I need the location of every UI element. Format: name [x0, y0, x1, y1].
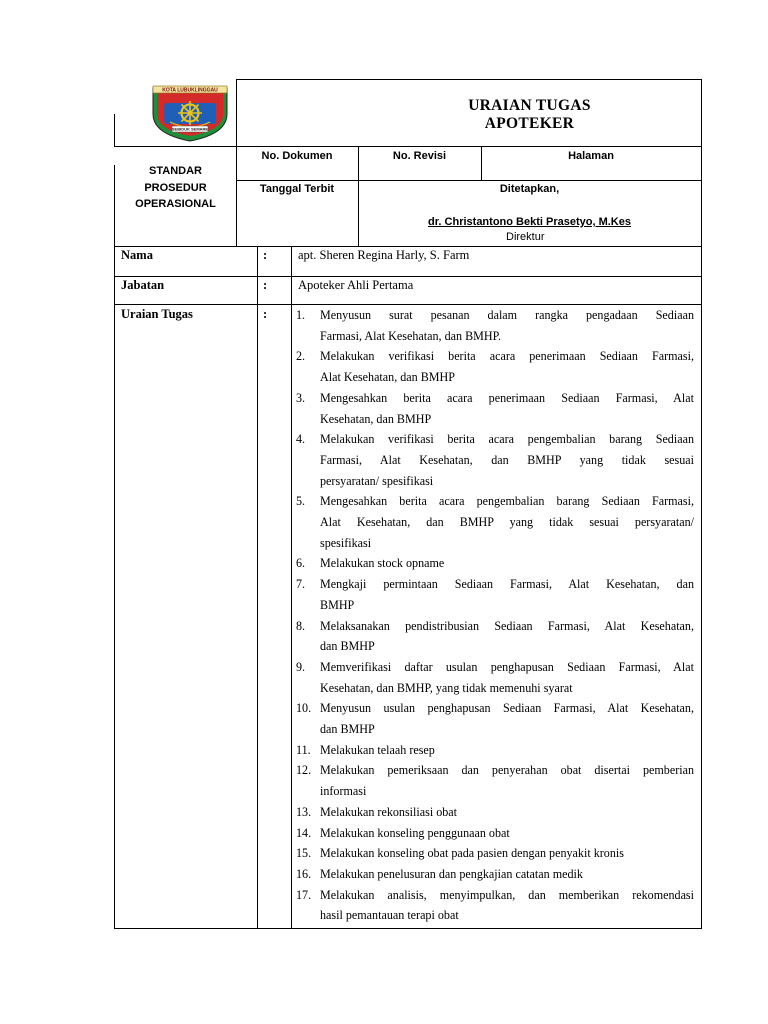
nama-colon: :	[263, 248, 268, 262]
duty-text-line: Melakukan rekonsiliasi obat	[320, 804, 458, 819]
rule-top	[236, 79, 702, 80]
duty-number: 5.	[296, 494, 306, 509]
tanggal-terbit-label: Tanggal Terbit	[259, 183, 335, 195]
rule-left-top	[114, 114, 115, 146]
duty-item	[296, 802, 694, 823]
jabatan-colon: :	[263, 278, 268, 292]
duty-text	[320, 429, 694, 491]
duty-text-line: Alat Kesehatan, dan BMHP yang tidak sesuai persyaratan/	[320, 515, 694, 530]
duty-text-line: dan BMHP	[320, 639, 375, 654]
duty-text-line: BMHP	[320, 597, 355, 612]
rule-header-split	[114, 146, 702, 147]
duty-text-line: Farmasi, Alat Kesehatan, dan BMHP.	[320, 328, 502, 343]
duty-text-line: Farmasi, Alat Kesehatan, dan BMHP yang tidak sesuai	[320, 452, 694, 467]
duty-text	[320, 823, 694, 844]
duty-number: 4.	[296, 432, 306, 447]
duty-list	[296, 305, 694, 926]
duty-text-line: Mengesahkan berita acara pengembalian barang Sediaan Farmasi,	[320, 494, 694, 509]
duty-text-line: Kesehatan, dan BMHP	[320, 411, 432, 426]
uraian-tugas-label: Uraian Tugas	[121, 307, 193, 321]
duty-number: 14.	[296, 825, 312, 840]
rule-bottom	[114, 928, 702, 929]
duty-text-line: Melakukan verifikasi berita acara penerimaan Sediaan Farmasi,	[320, 349, 694, 364]
duty-item	[296, 616, 694, 657]
duty-number: 17.	[296, 887, 312, 902]
duty-text-line: Melakukan pemeriksaan dan penyerahan obat disertai pemberian	[320, 763, 694, 778]
duty-number: 3.	[296, 390, 306, 405]
duty-text	[320, 491, 694, 553]
duty-item	[296, 346, 694, 387]
uraian-tugas-colon: :	[263, 307, 268, 321]
duty-text	[320, 760, 694, 801]
sop-label-line-2: PROSEDUR	[144, 181, 207, 194]
duty-text-line: Memverifikasi daftar usulan penghapusan Sediaan Farmasi, Alat	[320, 659, 694, 674]
duty-text-line: Melakukan analisis, menyimpulkan, dan memberikan rekomendasi	[320, 887, 694, 902]
duty-item	[296, 491, 694, 553]
signer-title: Direktur	[506, 231, 545, 243]
duty-number: 6.	[296, 556, 306, 571]
sop-label-line-3: OPERASIONAL	[135, 198, 216, 210]
rule-left-body	[114, 165, 115, 928]
duty-item	[296, 740, 694, 761]
duty-text	[320, 616, 694, 657]
duty-text-line: Mengkaji permintaan Sediaan Farmasi, Alat Kesehatan, dan	[320, 577, 694, 592]
duty-item	[296, 657, 694, 698]
duty-item	[296, 885, 694, 926]
duty-text-line: informasi	[320, 784, 367, 799]
duty-number: 7.	[296, 577, 306, 592]
duty-text-line: Melaksanakan pendistribusian Sediaan Farmasi, Alat Kesehatan,	[320, 618, 694, 633]
duty-text-line: Menyusun surat pesanan dalam rangka pengadaan Sediaan	[320, 308, 694, 322]
duty-text-line: Melakukan konseling obat pada pasien dengan penyakit kronis	[320, 846, 624, 861]
duty-item	[296, 429, 694, 491]
duty-number: 9.	[296, 659, 306, 674]
duty-text-line: dan BMHP	[320, 722, 375, 737]
duty-text	[320, 657, 694, 698]
duty-text-line: Melakukan penelusuran dan pengkajian catatan medik	[320, 866, 583, 881]
duty-text	[320, 574, 694, 615]
duty-item	[296, 698, 694, 739]
duty-text	[320, 346, 694, 387]
rule-label-col	[257, 246, 258, 928]
duty-item	[296, 843, 694, 864]
duty-text-line: Melakukan stock opname	[320, 556, 445, 571]
jabatan-value: Apoteker Ahli Pertama	[298, 278, 414, 292]
duty-text-line: Menyusun usulan penghapusan Sediaan Farmasi, Alat Kesehatan,	[320, 701, 694, 716]
duty-number: 16.	[296, 866, 312, 881]
duty-text-line: Melakukan verifikasi berita acara pengembalian barang Sediaan	[320, 432, 694, 447]
sop-label	[115, 163, 236, 213]
duty-text	[320, 885, 694, 926]
rule-nama-bottom	[114, 276, 702, 277]
duty-number: 2.	[296, 349, 306, 364]
duty-text	[320, 305, 694, 346]
duty-number: 10.	[296, 701, 312, 716]
ditetapkan-label: Ditetapkan,	[499, 183, 560, 195]
title-line-1: URAIAN TUGAS	[468, 97, 591, 114]
jabatan-label: Jabatan	[121, 278, 165, 292]
emblem-banner-text: KOTA LUBUKLINGGAU	[162, 87, 218, 94]
duty-text	[320, 388, 694, 429]
duty-text-line: hasil pemantauan terapi obat	[320, 908, 459, 923]
duty-text-line: spesifikasi	[320, 535, 372, 550]
duty-text-line: persyaratan/ spesifikasi	[320, 473, 434, 488]
duty-item	[296, 574, 694, 615]
rule-right	[701, 79, 702, 928]
no-revisi-label: No. Revisi	[392, 150, 447, 162]
duty-number: 15.	[296, 846, 312, 861]
duty-text	[320, 843, 694, 864]
duty-number: 12.	[296, 763, 312, 778]
duty-text-line: Alat Kesehatan, dan BMHP	[320, 370, 456, 385]
duty-item	[296, 553, 694, 574]
rule-doc-row	[236, 180, 702, 181]
rule-logo-right	[236, 79, 237, 246]
nama-label: Nama	[121, 248, 153, 262]
duty-item	[296, 305, 694, 346]
duty-number: 1.	[296, 308, 306, 322]
emblem-ribbon-text: SEBIDUK SEMARE	[171, 126, 209, 132]
duty-item	[296, 388, 694, 429]
signer-name: dr. Christantono Bekti Prasetyo, M.Kes	[428, 216, 631, 228]
duty-item	[296, 864, 694, 885]
duty-item	[296, 823, 694, 844]
duty-text-line: Kesehatan, dan BMHP, yang tidak memenuhi syarat	[320, 680, 573, 695]
duty-text	[320, 802, 694, 823]
duty-text	[320, 553, 694, 574]
document-title	[358, 97, 701, 133]
city-emblem-icon	[150, 84, 230, 142]
duty-text	[320, 740, 694, 761]
title-line-2: APOTEKER	[484, 115, 575, 132]
rule-header-bottom	[114, 246, 702, 247]
duty-text	[320, 864, 694, 885]
duty-number: 13.	[296, 804, 312, 819]
duty-number: 11.	[296, 742, 311, 757]
rule-colon-col	[291, 246, 292, 928]
sop-label-line-1: STANDAR	[149, 165, 202, 177]
halaman-label: Halaman	[568, 150, 614, 162]
nama-value: apt. Sheren Regina Harly, S. Farm	[298, 248, 470, 262]
duty-text-line: Mengesahkan berita acara penerimaan Sediaan Farmasi, Alat	[320, 390, 694, 405]
duty-number: 8.	[296, 618, 306, 633]
duty-text-line: Melakukan konseling penggunaan obat	[320, 825, 510, 840]
city-emblem-graphic	[150, 84, 230, 142]
duty-text-line: Melakukan telaah resep	[320, 742, 435, 757]
duty-item	[296, 760, 694, 801]
duty-text	[320, 698, 694, 739]
no-dokumen-label: No. Dokumen	[261, 150, 333, 162]
